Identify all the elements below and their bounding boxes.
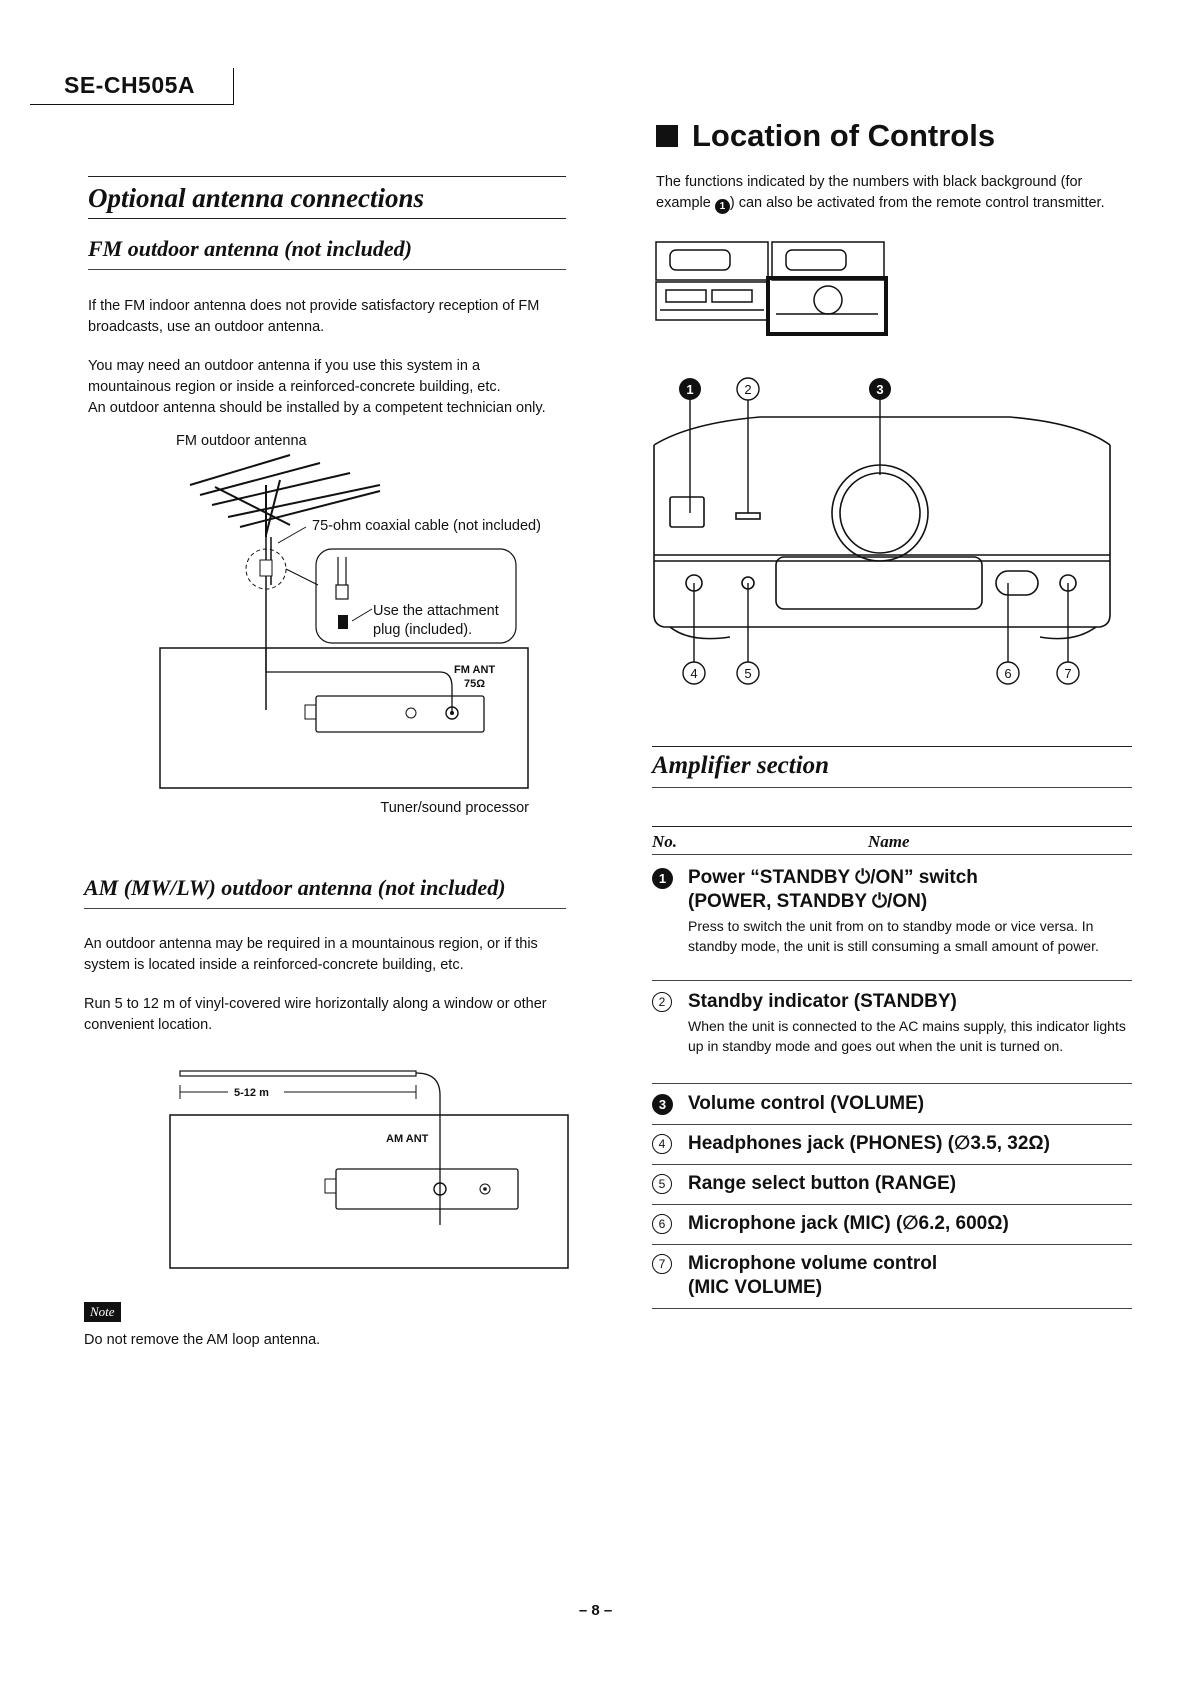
table-header-rule bbox=[652, 854, 1132, 855]
plug-label-1: Use the attachment bbox=[373, 603, 499, 619]
location-heading bbox=[656, 118, 995, 154]
row-divider bbox=[652, 1164, 1132, 1165]
length-label: 5-12 m bbox=[234, 1087, 269, 1099]
section-title: Optional antenna connections bbox=[88, 183, 425, 213]
item-6-number: 6 bbox=[652, 1214, 672, 1234]
table-row bbox=[652, 1212, 1132, 1240]
svg-text:2: 2 bbox=[744, 382, 752, 397]
amp-section-title: Amplifier section bbox=[652, 752, 830, 779]
intro-number-badge: 1 bbox=[715, 199, 730, 214]
fm-para-1: If the FM indoor antenna does not provide satisfactory reception of FM broadcasts, use an outdoor antenna. bbox=[88, 298, 540, 335]
am-antenna-diagram bbox=[160, 1065, 580, 1285]
svg-text:7: 7 bbox=[1064, 666, 1072, 681]
table-row bbox=[652, 866, 1132, 976]
fm-ohm-label: 75Ω bbox=[464, 678, 486, 690]
tuner-unit-label: Tuner/sound processor bbox=[380, 800, 529, 816]
row-divider bbox=[652, 1244, 1132, 1245]
item-4-name: Headphones jack (PHONES) (∅3.5, 32Ω) bbox=[688, 1133, 1050, 1154]
table-header-no: No. bbox=[652, 832, 678, 851]
svg-text:6: 6 bbox=[1004, 666, 1012, 681]
section-rule-top bbox=[88, 176, 566, 177]
model-number: SE-CH505A bbox=[64, 72, 196, 98]
heading-square-icon bbox=[656, 125, 678, 147]
item-7-name-2: (MIC VOLUME) bbox=[688, 1277, 823, 1298]
am-para-1: An outdoor antenna may be required in a mountainous region, or if this system is located inside a reinforced-concrete building, etc. bbox=[84, 936, 538, 973]
svg-text:3: 3 bbox=[876, 382, 884, 397]
intro-text-2: ) can also be activated from the remote control transmitter. bbox=[729, 195, 1105, 211]
item-5-number: 5 bbox=[652, 1174, 672, 1194]
row-divider bbox=[652, 1308, 1132, 1309]
item-1-number: 1 bbox=[652, 868, 673, 889]
location-intro bbox=[656, 172, 1136, 214]
section-rule-bottom bbox=[88, 218, 566, 219]
amplifier-front-panel bbox=[650, 375, 1120, 695]
item-1-desc: Press to switch the unit from on to standby mode or vice versa. In standby mode, the unit is still consuming a small amount of power. bbox=[688, 918, 1099, 954]
row-divider bbox=[652, 1204, 1132, 1205]
table-row bbox=[652, 1172, 1132, 1200]
plug-icon bbox=[336, 557, 348, 599]
amp-rule-bottom bbox=[652, 787, 1132, 788]
table-row bbox=[652, 990, 1132, 1080]
svg-text:4: 4 bbox=[690, 666, 698, 681]
item-1-name: Power “STANDBY ⏻/ON” switch bbox=[688, 867, 978, 888]
table-row bbox=[652, 1132, 1132, 1160]
am-title-rule bbox=[84, 908, 566, 909]
am-title: AM (MW/LW) outdoor antenna (not included) bbox=[84, 875, 506, 900]
item-4-number: 4 bbox=[652, 1134, 672, 1154]
cable-label: 75-ohm coaxial cable (not included) bbox=[312, 518, 541, 534]
item-3-name: Volume control (VOLUME) bbox=[688, 1093, 925, 1114]
am-unit-outline bbox=[170, 1115, 568, 1268]
fm-para-3: An outdoor antenna should be installed by a competent technician only. bbox=[88, 400, 546, 416]
note-text: Do not remove the AM loop antenna. bbox=[84, 1332, 321, 1348]
am-para-2: Run 5 to 12 m of vinyl-covered wire horizontally along a window or other convenient location. bbox=[84, 996, 547, 1033]
item-2-number: 2 bbox=[652, 992, 672, 1012]
header-rule bbox=[30, 104, 234, 105]
fm-ant-label: FM ANT bbox=[454, 664, 496, 676]
item-2-name: Standby indicator (STANDBY) bbox=[688, 991, 957, 1012]
plug-label-2: plug (included). bbox=[373, 622, 473, 638]
location-heading-text: Location of Controls bbox=[692, 118, 996, 153]
page-number: – 8 – bbox=[578, 1602, 613, 1619]
intro-text-1: The functions indicated by the numbers with black background (for example bbox=[656, 174, 1083, 211]
fm-para-2: You may need an outdoor antenna if you use this system in a mountainous region or inside a reinforced-concrete building, etc. bbox=[88, 358, 501, 395]
item-3-number: 3 bbox=[652, 1094, 673, 1115]
system-thumbnail-icon bbox=[654, 240, 890, 336]
row-divider bbox=[652, 1124, 1132, 1125]
item-7-number: 7 bbox=[652, 1254, 672, 1274]
terminal-panel bbox=[316, 696, 484, 732]
row-divider bbox=[652, 980, 1132, 981]
table-header-name: Name bbox=[868, 832, 910, 851]
table-row bbox=[652, 1252, 1132, 1304]
svg-text:1: 1 bbox=[686, 382, 694, 397]
fm-title-rule bbox=[88, 269, 566, 270]
item-1-name-2: (POWER, STANDBY ⏻/ON) bbox=[688, 891, 928, 912]
item-2-desc: When the unit is connected to the AC mains supply, this indicator lights up in standby mode and goes out when the unit is turned on. bbox=[688, 1018, 1126, 1054]
svg-text:5: 5 bbox=[744, 666, 752, 681]
amp-rule-top bbox=[652, 746, 1132, 747]
item-6-name: Microphone jack (MIC) (∅6.2, 600Ω) bbox=[688, 1213, 1009, 1234]
note-badge: Note bbox=[84, 1302, 121, 1322]
item-7-name: Microphone volume control bbox=[688, 1253, 938, 1274]
row-divider bbox=[652, 1083, 1132, 1084]
am-terminal-panel bbox=[336, 1169, 518, 1209]
fm-title: FM outdoor antenna (not included) bbox=[88, 236, 412, 261]
header-bar bbox=[233, 68, 234, 104]
fm-antenna-label: FM outdoor antenna bbox=[176, 433, 307, 449]
am-ant-label: AM ANT bbox=[386, 1133, 429, 1145]
table-row bbox=[652, 1092, 1132, 1120]
item-5-name: Range select button (RANGE) bbox=[688, 1173, 957, 1194]
table-rule-top bbox=[652, 826, 1132, 827]
fm-antenna-diagram bbox=[80, 425, 600, 865]
